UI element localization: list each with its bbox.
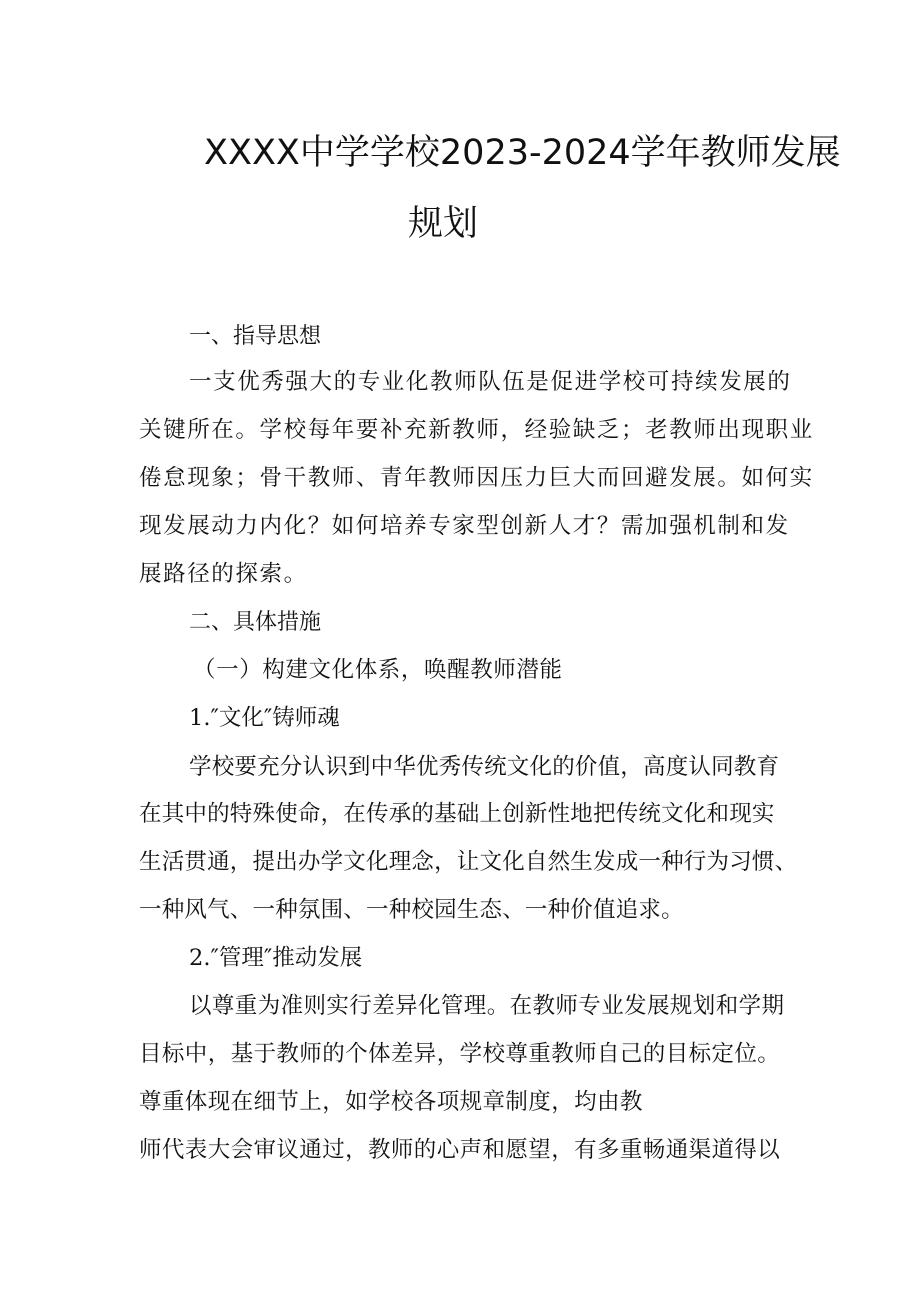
paragraph-line: 一支优秀强大的专业化教师队伍是促进学校可持续发展的 bbox=[189, 369, 792, 395]
paragraph-line: 现发展动力内化？如何培养专家型创新人才？需加强机制和发 bbox=[139, 513, 790, 539]
section-heading-specific-measures: 二、具体措施 bbox=[189, 610, 322, 635]
item-title-culture: 1.″文化″铸师魂 bbox=[189, 705, 340, 731]
paragraph-line: 在其中的特殊使命，在传承的基础上创新性地把传统文化和现实 bbox=[139, 801, 775, 827]
paragraph-line: 尊重体现在细节上，如学校各项规章制度，均由教 bbox=[139, 1089, 643, 1115]
document-title-line-1: XXXX中学学校2023-2024学年教师发展 bbox=[204, 133, 841, 173]
subsection-heading: （一）构建文化体系，唤醒教师潜能 bbox=[193, 657, 563, 683]
paragraph-line: 一种风气、一种氛围、一种校园生态、一种价值追求。 bbox=[139, 897, 684, 923]
paragraph-line: 展路径的探索。 bbox=[139, 561, 308, 587]
paragraph-line: 学校要充分认识到中华优秀传统文化的价值，高度认同教育 bbox=[189, 754, 780, 780]
paragraph-line: 倦怠现象；骨干教师、青年教师因压力巨大而回避发展。如何实 bbox=[139, 465, 814, 491]
document-title-line-2: 规划 bbox=[408, 204, 479, 244]
paragraph-line: 关键所在。学校每年要补充新教师，经验缺乏；老教师出现职业 bbox=[139, 417, 814, 443]
paragraph-line: 师代表大会审议通过，教师的心声和愿望，有多重畅通渠道得以 bbox=[139, 1137, 781, 1163]
paragraph-line: 目标中，基于教师的个体差异，学校尊重教师自己的目标定位。 bbox=[139, 1041, 781, 1067]
paragraph-line: 生活贯通，提出办学文化理念，让文化自然生发成一种行为习惯、 bbox=[139, 849, 798, 875]
paragraph-line: 以尊重为准则实行差异化管理。在教师专业发展规划和学期 bbox=[189, 993, 785, 1019]
item-title-management: 2.″管理″推动发展 bbox=[189, 945, 363, 971]
section-heading-guiding-ideology: 一、指导思想 bbox=[189, 324, 322, 349]
